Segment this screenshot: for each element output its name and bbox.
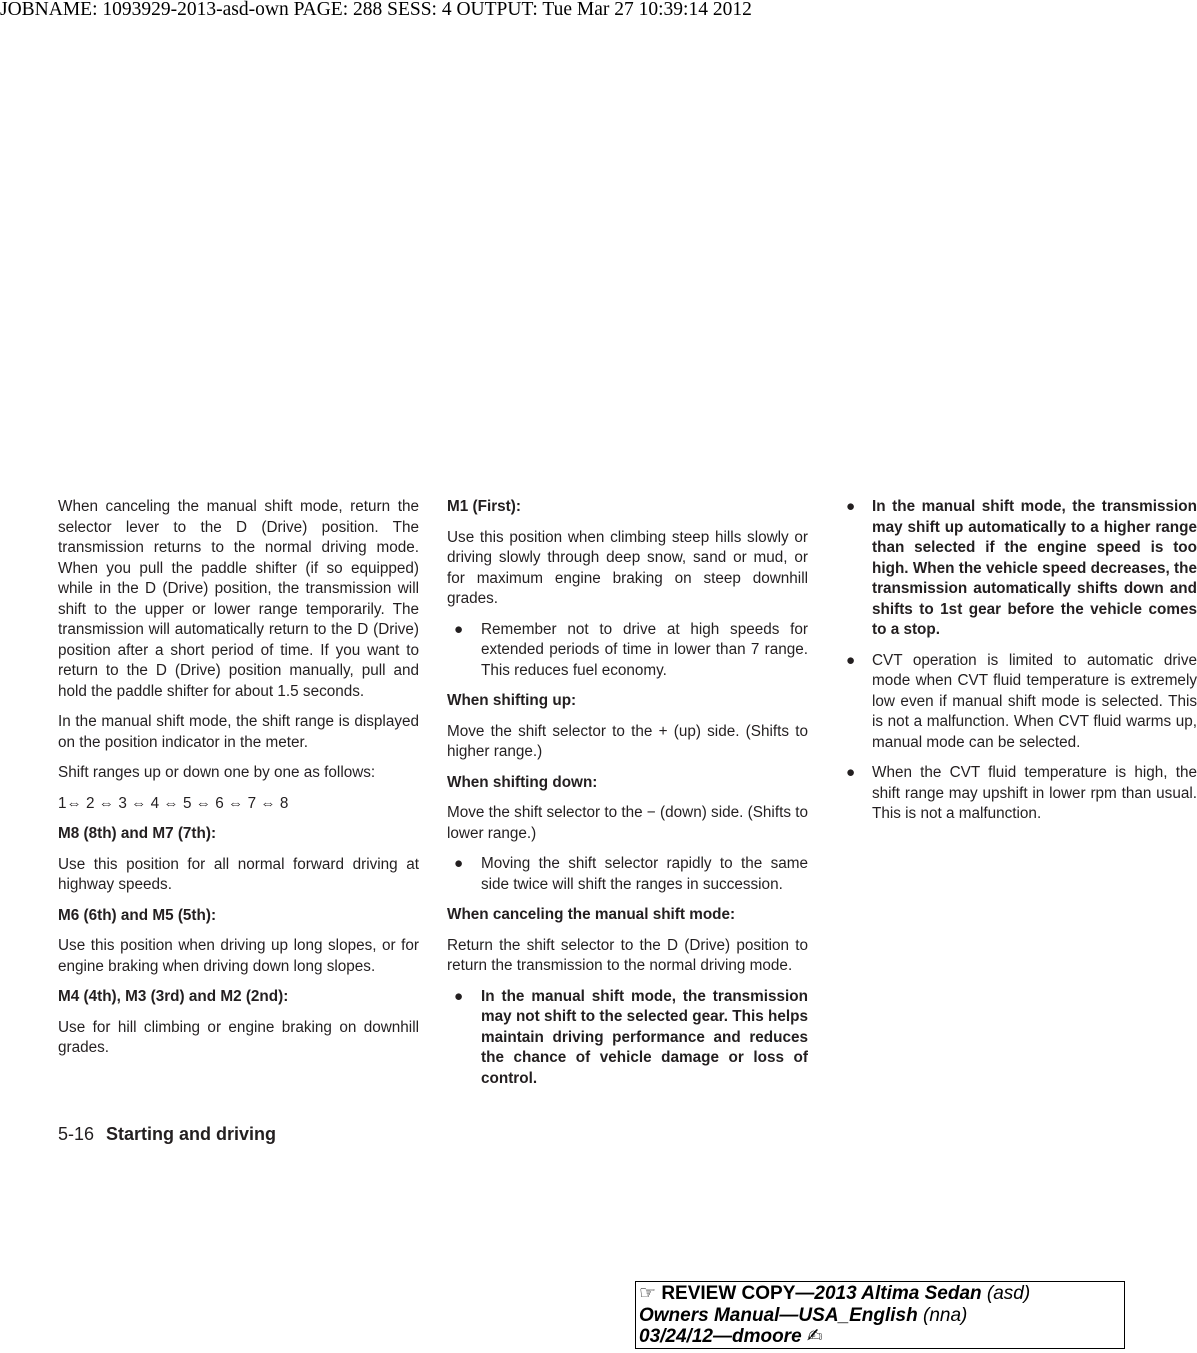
- bullet-text: In the manual shift mode, the transmission may shift up automatically to a higher range than selected if the engine speed is too high. When the vehicle speed decreases, the transmission automatically shifts down and shifts to 1st gear before the vehicle comes to a stop.: [872, 498, 1197, 638]
- bullet-icon: ●: [846, 498, 856, 515]
- paragraph-shifting-up: Move the shift selector to the + (up) side. (Shifts to higher range.): [447, 722, 808, 760]
- heading-m8-m7: M8 (8th) and M7 (7th):: [58, 825, 217, 842]
- review-manual: Owners Manual—USA_English: [639, 1304, 918, 1326]
- column-left: [58, 497, 419, 1069]
- paragraph-shifting-down: Move the shift selector to the − (down) side. (Shifts to lower range.): [447, 804, 808, 842]
- bullet-icon: ●: [454, 855, 464, 872]
- review-stamp: 03/24/12—dmoore: [639, 1326, 802, 1347]
- paragraph-m8-m7: Use this position for all normal forward driving at highway speeds.: [58, 855, 419, 893]
- review-label: REVIEW COPY—: [661, 1283, 815, 1304]
- section-title: Starting and driving: [106, 1124, 277, 1144]
- bullet-icon: ●: [846, 651, 856, 669]
- pointing-hand-icon: ☞: [639, 1283, 657, 1304]
- paragraph-cancel-manual-mode: When canceling the manual shift mode, return the selector lever to the D (Drive) position. The transmission returns to the normal driving mode. When you pull the paddle shifter (if so equipped) while in the D (Drive) position, the transmission will shift to the upper or lower range temporarily. The transmission will automatically return to the D (Drive) position after a short period of time. If you want to return to the D (Drive) position manually, pull and hold the paddle shifter for about 1.5 seconds.: [58, 498, 419, 700]
- heading-m6-m5: M6 (6th) and M5 (5th):: [58, 906, 217, 924]
- paragraph-canceling-manual-mode: Return the shift selector to the D (Drive) position to return the transmission to the normal driving mode.: [447, 936, 808, 974]
- bullet-item-gear-warning: [447, 987, 808, 1090]
- review-line-3: [639, 1326, 1124, 1348]
- paragraph-shift-ranges-intro: Shift ranges up or down one by one as follows:: [58, 764, 376, 781]
- page-number: 5-16: [58, 1124, 95, 1144]
- bullet-icon: ●: [454, 620, 464, 638]
- paragraph-shift-range-display: In the manual shift mode, the shift range is displayed on the position indicator in the meter.: [58, 713, 419, 751]
- bullet-icon: ●: [846, 764, 856, 781]
- bullet-item-cvt-low-temp: [846, 651, 1197, 754]
- paragraph-m1: Use this position when climbing steep hills slowly or driving slowly through deep snow, sand or mud, or for maximum engine braking on steep downhill grades.: [447, 528, 808, 607]
- writing-hand-icon: ✍: [806, 1326, 823, 1347]
- heading-shifting-down: When shifting down:: [447, 773, 598, 791]
- review-copy-box: [635, 1281, 1125, 1349]
- bullet-text: Remember not to drive at high speeds for extended periods of time in lower than 7 range. This reduces fuel economy.: [481, 620, 808, 679]
- review-line-1: [639, 1283, 1124, 1305]
- bullet-item-fuel-economy: [447, 620, 808, 682]
- review-line-2: [639, 1305, 1124, 1327]
- column-middle: [447, 497, 808, 1099]
- bullet-item-auto-upshift: [846, 497, 1197, 641]
- heading-canceling-manual-mode: When canceling the manual shift mode:: [447, 906, 736, 923]
- bullet-text: In the manual shift mode, the transmission may not shift to the selected gear. This helps maintain driving performance and reduces the chance of vehicle damage or loss of control.: [481, 987, 808, 1087]
- column-right: [846, 497, 1197, 835]
- bullet-text: CVT operation is limited to automatic drive mode when CVT fluid temperature is extremely low even if manual shift mode is selected. This is not a malfunction. When CVT fluid warms up, manual mode can be selected.: [872, 651, 1197, 751]
- bullet-item-rapid-shift: [447, 854, 808, 895]
- page-footer: [58, 1124, 276, 1145]
- bullet-icon: ●: [454, 987, 464, 1005]
- review-model: 2013 Altima Sedan: [814, 1283, 982, 1304]
- heading-m1: M1 (First):: [447, 498, 521, 515]
- review-lang-code: (nna): [923, 1304, 968, 1326]
- job-header-line: JOBNAME: 1093929-2013-asd-own PAGE: 288 SESS: 4 OUTPUT: Tue Mar 27 10:39:14 2012: [0, 0, 752, 20]
- review-model-code: (asd): [986, 1283, 1031, 1304]
- bullet-item-cvt-high-temp: [846, 763, 1197, 825]
- paragraph-m4-m3-m2: Use for hill climbing or engine braking on downhill grades.: [58, 1018, 419, 1056]
- heading-shifting-up: When shifting up:: [447, 692, 577, 709]
- shift-sequence: 1⇔ 2 ⇔ 3 ⇔ 4 ⇔ 5 ⇔ 6 ⇔ 7 ⇔ 8: [58, 794, 289, 812]
- paragraph-m6-m5: Use this position when driving up long slopes, or for engine braking when driving down long slopes.: [58, 937, 419, 975]
- bullet-text: Moving the shift selector rapidly to the same side twice will shift the ranges in succession.: [481, 855, 808, 893]
- bullet-text: When the CVT fluid temperature is high, the shift range may upshift in lower rpm than usual. This is not a malfunction.: [872, 764, 1197, 822]
- heading-m4-m3-m2: M4 (4th), M3 (3rd) and M2 (2nd):: [58, 988, 289, 1005]
